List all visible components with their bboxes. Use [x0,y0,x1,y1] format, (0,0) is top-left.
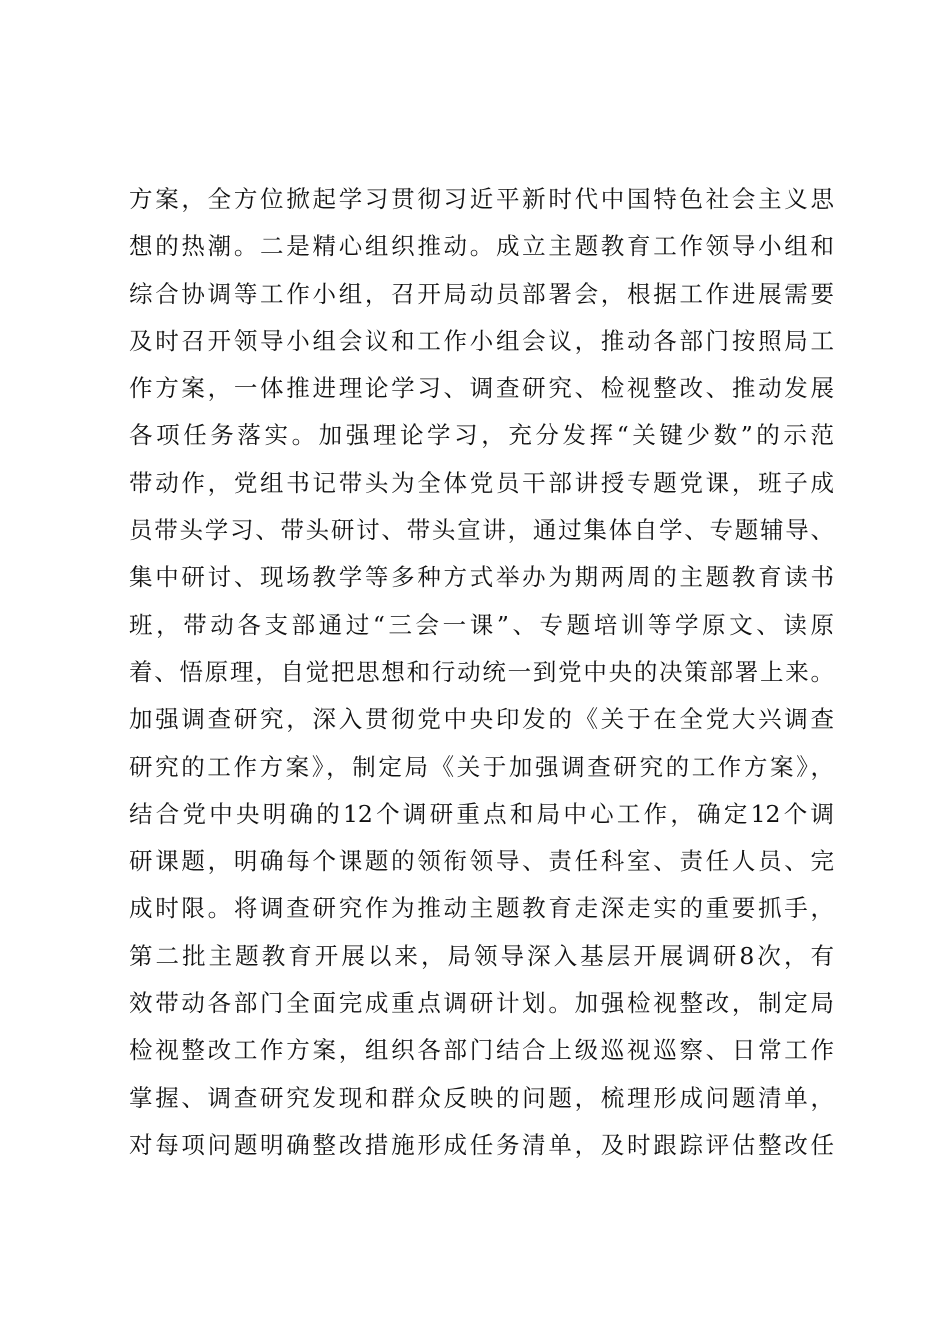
text-line: 集中研讨、现场教学等多种方式举办为期两周的主题教育读书 [129,563,834,592]
text-line: 作方案，一体推进理论学习、调查研究、检视整改、推动发展 [129,374,834,403]
text-line: 综合协调等工作小组，召开局动员部署会，根据工作进展需要 [129,279,834,308]
text-line: 对每项问题明确整改措施形成任务清单，及时跟踪评估整改任 [129,1130,834,1159]
text-line: 研课题，明确每个课题的领衔领导、责任科室、责任人员、完 [129,847,834,876]
text-line: 成时限。将调查研究作为推动主题教育走深走实的重要抓手， [129,894,834,923]
text-line: 第二批主题教育开展以来，局领导深入基层开展调研8次，有 [129,941,834,970]
text-line: 班，带动各支部通过“三会一课”、专题培训等学原文、读原 [129,610,834,639]
text-line: 加强调查研究，深入贯彻党中央印发的《关于在全党大兴调查 [129,705,834,734]
text-line: 研究的工作方案》，制定局《关于加强调查研究的工作方案》， [129,752,834,781]
text-line: 掌握、调查研究发现和群众反映的问题，梳理形成问题清单， [129,1083,834,1112]
text-line: 方案，全方位掀起学习贯彻习近平新时代中国特色社会主义思 [129,185,834,213]
text-line: 各项任务落实。加强理论学习，充分发挥“关键少数”的示范 [129,421,834,450]
text-line: 着、悟原理，自觉把思想和行动统一到党中央的决策部署上来。 [129,657,834,686]
body-text [129,176,834,1169]
text-line: 带动作，党组书记带头为全体党员干部讲授专题党课，班子成 [129,468,834,497]
text-line: 效带动各部门全面完成重点调研计划。加强检视整改，制定局 [129,989,834,1018]
text-line: 及时召开领导小组会议和工作小组会议，推动各部门按照局工 [129,326,834,355]
text-line: 结合党中央明确的12个调研重点和局中心工作，确定12个调 [129,799,834,828]
text-line: 检视整改工作方案，组织各部门结合上级巡视巡察、日常工作 [129,1036,834,1065]
text-line: 想的热潮。二是精心组织推动。成立主题教育工作领导小组和 [129,232,834,261]
text-line: 员带头学习、带头研讨、带头宣讲，通过集体自学、专题辅导、 [129,516,834,545]
